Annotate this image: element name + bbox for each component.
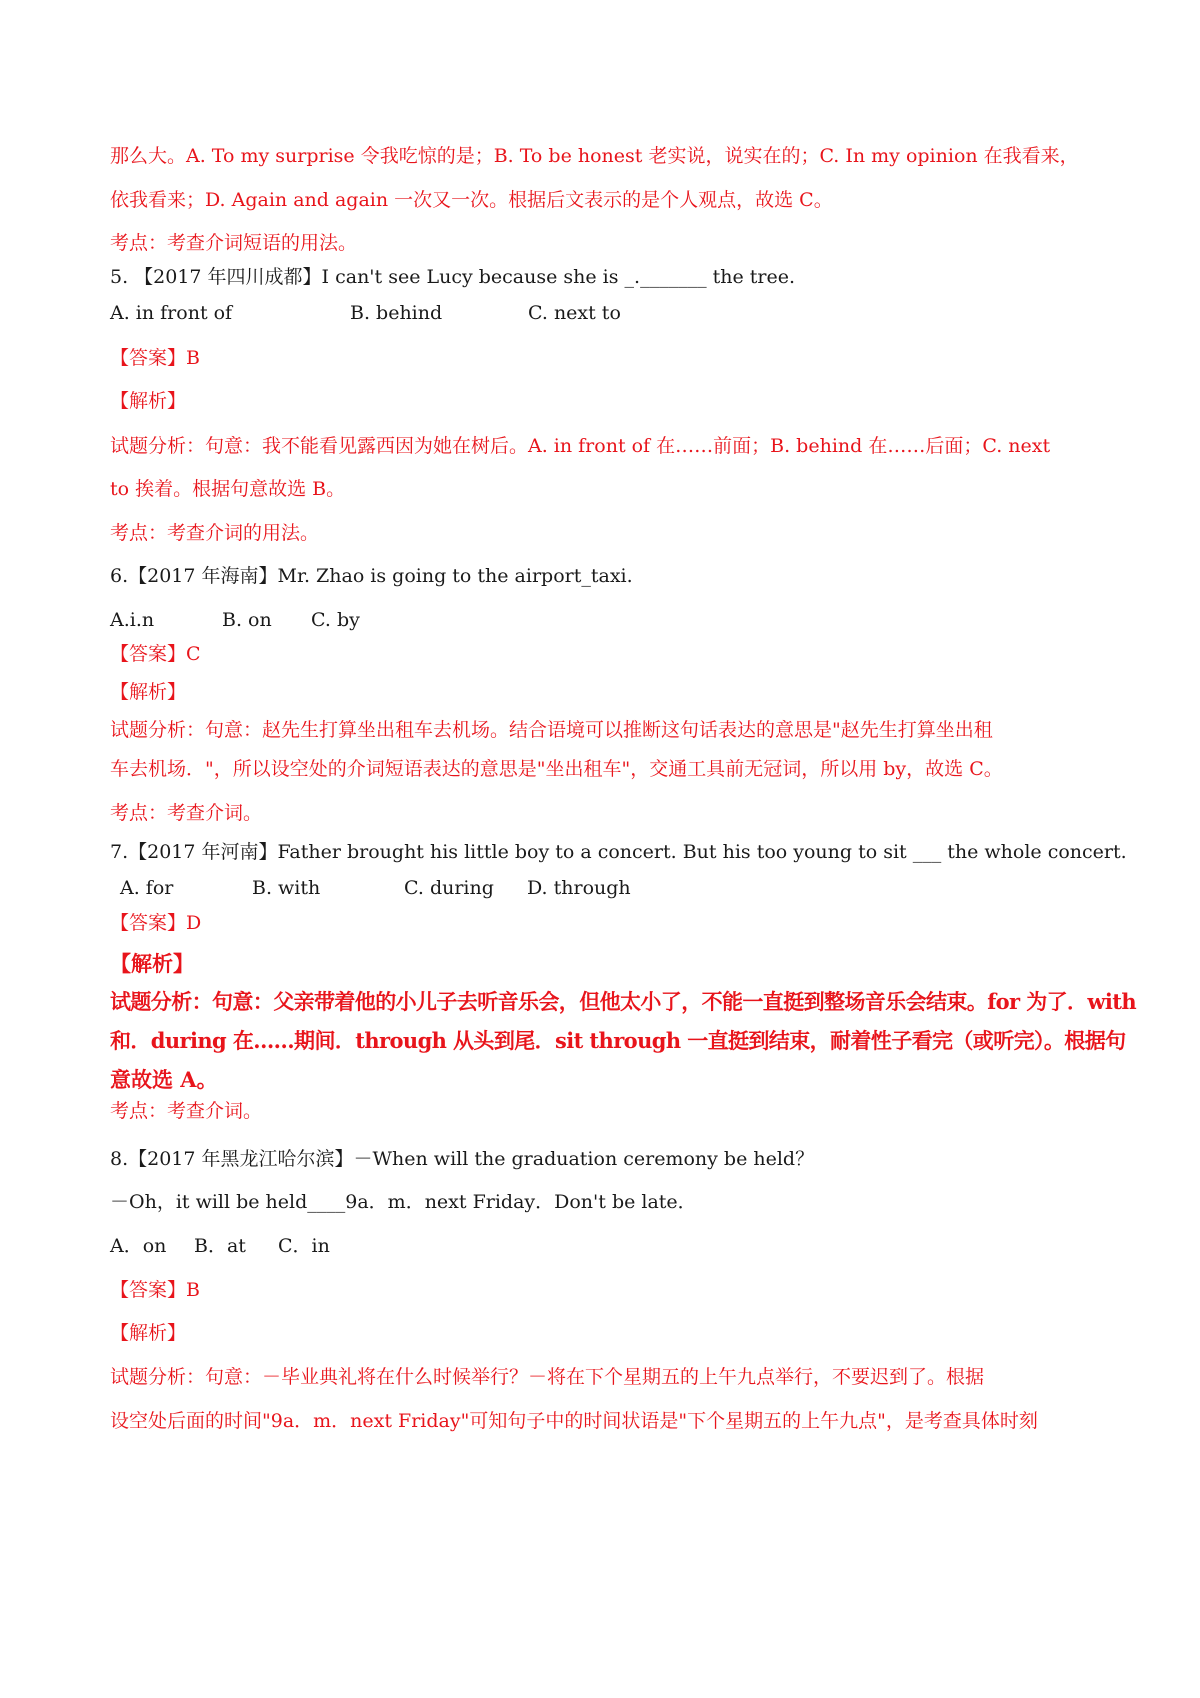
analysis-line: 那么大。A. To my surprise 令我吃惊的是；B. To be honest 老实说，说实在的；C. In my opinion 在我看来，: [110, 145, 1079, 167]
test-point: 考点：考查介词的用法。: [110, 522, 320, 544]
analysis-line: 意故选 A。: [110, 1067, 218, 1092]
analysis-line: 设空处后面的时间"9a．m．next Friday"可知句子中的时间状语是"下个星期五的上午九点"，是考查具体时刻: [110, 1410, 1038, 1432]
analysis-label: 【解析】: [110, 951, 194, 976]
option: A. for: [120, 877, 174, 899]
answer-label: 【答案】C: [110, 643, 201, 665]
option: A.i.n: [110, 609, 155, 631]
option: C. by: [311, 609, 360, 631]
test-point: 考点：考查介词短语的用法。: [110, 232, 358, 254]
option: B. with: [252, 877, 321, 899]
analysis-line: 和．during 在……期间．through 从头到尾．sit through 一直挺到结束，耐着性子看完（或听完）。根据句: [110, 1028, 1126, 1053]
answer-label: 【答案】D: [110, 912, 202, 934]
answer-label: 【答案】B: [110, 347, 200, 369]
option: B. on: [222, 609, 272, 631]
analysis-label: 【解析】: [110, 390, 187, 412]
answer-label: 【答案】B: [110, 1279, 200, 1301]
analysis-label: 【解析】: [110, 681, 187, 703]
question-8: 8.【2017 年黑龙江哈尔滨】－When will the graduation ceremony be held？: [110, 1148, 815, 1170]
question-8-reply: －Oh，it will be held____9a．m．next Friday．Don't be late．: [110, 1191, 697, 1213]
test-point: 考点：考查介词。: [110, 1100, 263, 1122]
analysis-line: 试题分析：句意：我不能看见露西因为她在树后。A. in front of 在……前面；B. behind 在……后面；C. next: [110, 435, 1051, 457]
option: B．at: [194, 1235, 246, 1257]
option: C. next to: [528, 302, 621, 324]
question-7: 7.【2017 年河南】Father brought his little boy to a concert. But his too young to sit ___ the whole concert.: [110, 841, 1127, 863]
option: A. in front of: [110, 302, 233, 324]
analysis-line: 依我看来；D. Again and again 一次又一次。根据后文表示的是个人观点，故选 C。: [110, 189, 833, 211]
analysis-label: 【解析】: [110, 1322, 187, 1344]
analysis-line: 试题分析：句意：父亲带着他的小儿子去听音乐会，但他太小了，不能一直挺到整场音乐会结束。for 为了．with: [110, 989, 1137, 1014]
analysis-line: 试题分析：句意：－毕业典礼将在什么时候举行？－将在下个星期五的上午九点举行，不要迟到了。根据: [110, 1366, 985, 1388]
option: C. during: [404, 877, 494, 899]
test-point: 考点：考查介词。: [110, 802, 263, 824]
option: D. through: [527, 877, 631, 899]
question-6: 6.【2017 年海南】Mr. Zhao is going to the airport_taxi.: [110, 565, 633, 587]
option: B. behind: [350, 302, 443, 324]
analysis-line: 车去机场．"，所以设空处的介词短语表达的意思是"坐出租车"，交通工具前无冠词，所以用 by，故选 C。: [110, 758, 1003, 780]
question-5: 5. 【2017 年四川成都】I can't see Lucy because she is _._______ the tree.: [110, 266, 796, 288]
option: A．on: [110, 1235, 167, 1257]
analysis-line: to 挨着。根据句意故选 B。: [110, 478, 346, 500]
analysis-line: 试题分析：句意：赵先生打算坐出租车去机场。结合语境可以推断这句话表达的意思是"赵先生打算坐出租: [110, 719, 993, 741]
option: C．in: [278, 1235, 330, 1257]
